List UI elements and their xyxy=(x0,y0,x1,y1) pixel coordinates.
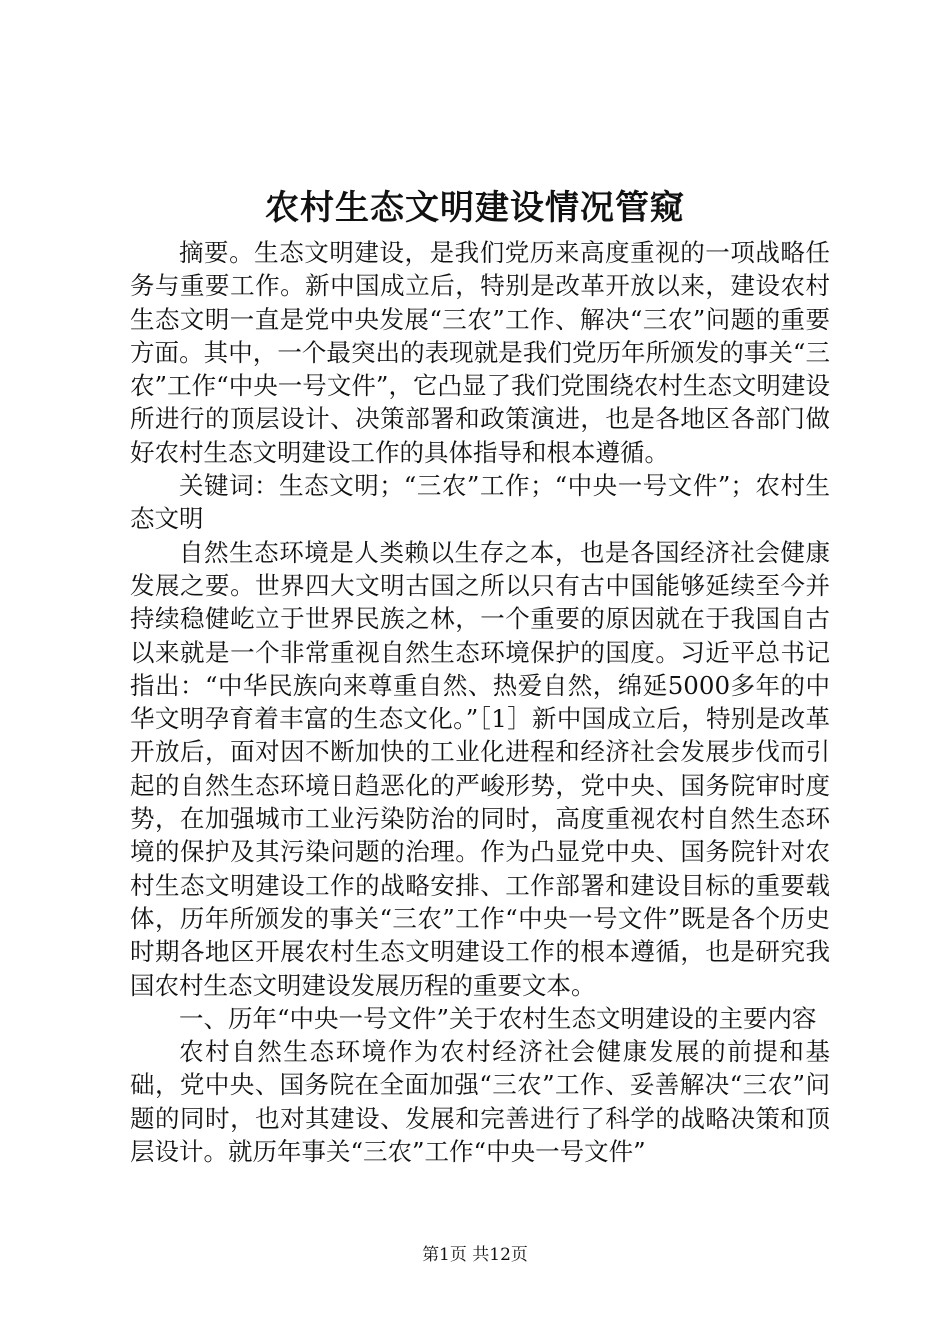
body-paragraph: 农村自然生态环境作为农村经济社会健康发展的前提和基础，党中央、国务院在全面加强“三农”工作、妥善解决“三农”问题的同时，也对其建设、发展和完善进行了科学的战略决策和顶层设计。就历年事关“三农”工作“中央一号文件” xyxy=(130,1037,830,1167)
abstract-paragraph: 摘要。生态文明建设，是我们党历来高度重视的一项战略任务与重要工作。新中国成立后，特别是改革开放以来，建设农村生态文明一直是党中央发展“三农”工作、解决“三农”问题的重要方面。其中，一个最突出的表现就是我们党历年所颁发的事关“三农”工作“中央一号文件”，它凸显了我们党围绕农村生态文明建设所进行的顶层设计、决策部署和政策演进，也是各地区各部门做好农村生态文明建设工作的具体指导和根本遵循。 xyxy=(130,238,830,467)
body-paragraph: 自然生态环境是人类赖以生存之本，也是各国经济社会健康发展之要。世界四大文明古国之所以只有古中国能够延续至今并持续稳健屹立于世界民族之林，一个重要的原因就在于我国自古以来就是一个非常重视自然生态环境保护的国度。习近平总书记指出：“中华民族向来尊重自然、热爱自然，绵延5000多年的中华文明孕育着丰富的生态文化。”［1］新中国成立后，特别是改革开放后，面对因不断加快的工业化进程和经济社会发展步伐而引起的自然生态环境日趋恶化的严峻形势，党中央、国务院审时度势，在加强城市工业污染防治的同时，高度重视农村自然生态环境的保护及其污染问题的治理。作为凸显党中央、国务院针对农村生态文明建设工作的战略安排、工作部署和建设目标的重要载体，历年所颁发的事关“三农”工作“中央一号文件”既是各个历史时期各地区开展农村生态文明建设工作的根本遵循，也是研究我国农村生态文明建设发展历程的重要文本。 xyxy=(130,537,830,1000)
page-footer: 第1页 共12页 xyxy=(422,1245,528,1265)
keywords-paragraph: 关键词：生态文明；“三农”工作；“中央一号文件”；农村生态文明 xyxy=(130,471,830,534)
document-body xyxy=(130,236,830,1168)
document-title: 农村生态文明建设情况管窥 xyxy=(265,188,685,228)
section-heading: 一、历年“中央一号文件”关于农村生态文明建设的主要内容 xyxy=(179,1003,817,1033)
